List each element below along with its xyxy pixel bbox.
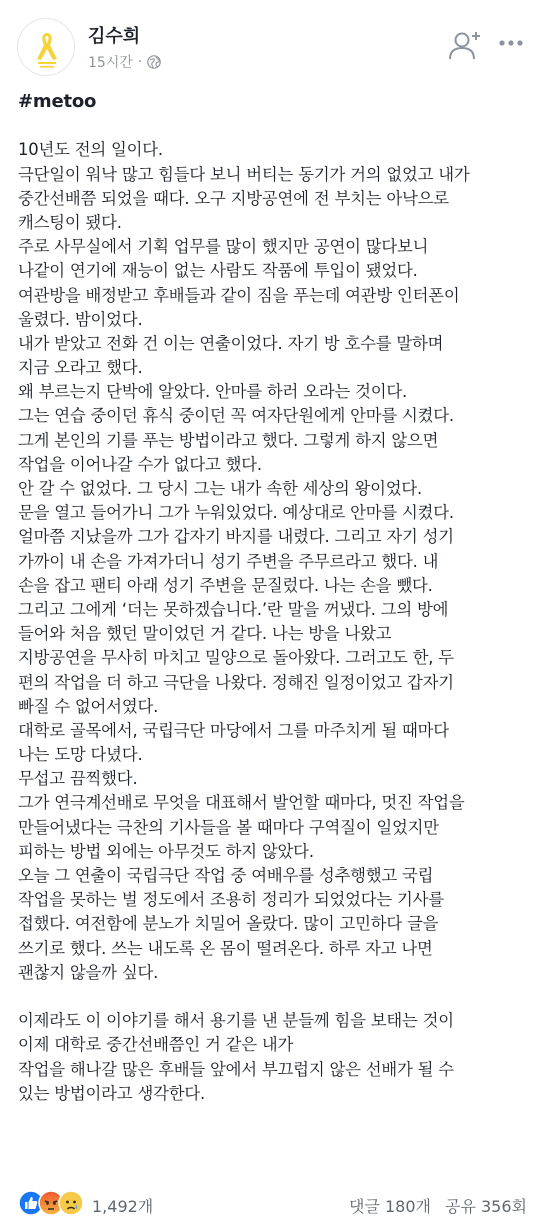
post-text-line: 그는 연습 중이던 휴식 중이던 꼭 여자단원에게 안마를 시켰다. xyxy=(18,406,454,426)
post-text-line: 얼마쯤 지났을까 그가 갑자기 바지를 내렸다. 그리고 자기 성기 xyxy=(18,527,454,547)
post-text-line: 대학로 골목에서, 국립극단 마당에서 그를 마주치게 될 때마다 xyxy=(18,720,449,740)
reaction-count[interactable]: 1,492개 xyxy=(92,1197,154,1216)
post-text-line: 여관방을 배정받고 후배들과 같이 짐을 푸는데 여관방 인터폰이 xyxy=(18,285,460,305)
post-meta xyxy=(88,52,161,72)
add-friend-icon[interactable] xyxy=(448,28,482,62)
hashtag-link[interactable]: #metoo xyxy=(18,91,97,112)
post-text-line: 작업을 이어나갈 수가 없다고 했다. xyxy=(18,454,262,474)
post-text-line: 오늘 그 연출이 국립극단 작업 중 여배우를 성추행했고 국립 xyxy=(18,866,434,885)
post-footer xyxy=(0,1186,539,1222)
post-text-line: 나는 도망 다녔다. xyxy=(18,745,143,765)
post-text-line: 그리고 그에게 ‘더는 못하겠습니다.’란 말을 꺼냈다. 그의 방에 xyxy=(18,599,449,619)
post-text-line: 극단일이 워낙 많고 힘들다 보니 버티는 동기가 거의 없었고 내가 xyxy=(18,164,470,184)
post-text-line: 편의 작업을 더 하고 극단을 나왔다. 정해진 일정이었고 갑자기 xyxy=(18,672,454,692)
post-header xyxy=(0,0,539,80)
paragraph-gap xyxy=(18,985,528,1009)
post-text-line: 이제 대학로 중간선배쯤인 거 같은 내가 xyxy=(18,1035,294,1055)
post-text-line: 들어와 처음 했던 말이었던 거 같다. 나는 방을 나왔고 xyxy=(18,624,392,644)
post-text-line: 괜찮지 않을까 싶다. xyxy=(18,962,159,982)
post-text-line: 왜 부르는지 단박에 알았다. 안마를 하러 오라는 것이다. xyxy=(18,382,408,402)
post-text-line: 쓰기로 했다. 쓰는 내도록 온 몸이 떨려온다. 하루 자고 나면 xyxy=(18,938,433,958)
post-text-line: 그가 연극계선배로 무엇을 대표해서 발언할 때마다, 멋진 작업을 xyxy=(18,793,465,813)
avatar[interactable] xyxy=(17,18,75,76)
post-paragraph-1 xyxy=(18,138,528,985)
post-text-line: 있는 방법이라고 생각한다. xyxy=(18,1083,205,1103)
meta-separator: · xyxy=(137,54,143,70)
post-text-line: 지방공연을 무사히 마치고 밀양으로 돌아왔다. 그러고도 한, 두 xyxy=(18,648,454,668)
post-text-line: 가까이 내 손을 가져가더니 성기 주변을 주무르라고 했다. 내 xyxy=(18,551,439,571)
post-body xyxy=(18,90,528,1106)
post-text-line: 무섭고 끔찍했다. xyxy=(18,769,138,789)
post-text-line: 피하는 방법 외에는 아무것도 하지 않았다. xyxy=(18,841,314,861)
post-text-line: 내가 받았고 전화 건 이는 연출이었다. 자기 방 호수를 말하며 xyxy=(18,333,444,353)
post-text-line: 주로 사무실에서 기획 업무를 많이 했지만 공연이 많다보니 xyxy=(18,237,429,257)
post-text-line: 작업을 해나갈 많은 후배들 앞에서 부끄럽지 않은 선배가 될 수 xyxy=(18,1059,454,1079)
post-text-line: 작업을 못하는 벌 정도에서 조용히 정리가 되었었다는 기사를 xyxy=(18,890,444,910)
more-icon[interactable] xyxy=(498,38,524,48)
post-text-line: 손을 잡고 팬티 아래 성기 주변을 문질렀다. 나는 손을 뺐다. xyxy=(18,575,433,595)
post-text-line: 빠질 수 없어서였다. xyxy=(18,696,159,716)
post-text-line: 10년도 전의 일이다. xyxy=(18,140,163,160)
post-text-line: 안 갈 수 없었다. 그 당시 그는 내가 속한 세상의 왕이었다. xyxy=(18,479,423,498)
post-text-line: 울렸다. 밤이었다. xyxy=(18,309,143,329)
post-text-line: 지금 오라고 했다. xyxy=(18,358,143,378)
post-text-line: 캐스팅이 됐다. xyxy=(18,212,122,232)
post-text-line: 나같이 연기에 재능이 없는 사람도 작품에 투입이 됐었다. xyxy=(18,261,418,281)
post-time[interactable]: 15시간 xyxy=(88,55,133,71)
share-count[interactable]: 공유 356회 xyxy=(445,1197,527,1216)
author-name[interactable]: 김수희 xyxy=(88,26,141,47)
post-text-line: 만들어냈다는 극찬의 기사들을 볼 때마다 구역질이 일었지만 xyxy=(18,817,439,837)
post-text-line: 중간선배쯤 되었을 때다. 오구 지방공연에 전 부치는 아낙으로 xyxy=(18,188,449,208)
yellow-ribbon-icon xyxy=(18,19,75,76)
sad-icon xyxy=(58,1190,84,1216)
post-text-line: 문을 열고 들어가니 그가 누워있었다. 예상대로 안마를 시켰다. xyxy=(18,503,454,523)
engagement-stats xyxy=(349,1194,527,1217)
paragraph-gap xyxy=(18,114,528,138)
post-text-line: 이제라도 이 이야기를 해서 용기를 낸 분들께 힘을 보태는 것이 xyxy=(18,1011,454,1031)
comment-count[interactable]: 댓글 180개 xyxy=(349,1197,431,1216)
globe-icon xyxy=(147,55,161,69)
post-paragraph-2 xyxy=(18,1009,528,1106)
post-text-line: 그게 본인의 기를 푸는 방법이라고 했다. 그렇게 하지 않으면 xyxy=(18,430,439,450)
post-text-line: 접했다. 여전함에 분노가 치밀어 올랐다. 많이 고민하다 글을 xyxy=(18,914,439,934)
